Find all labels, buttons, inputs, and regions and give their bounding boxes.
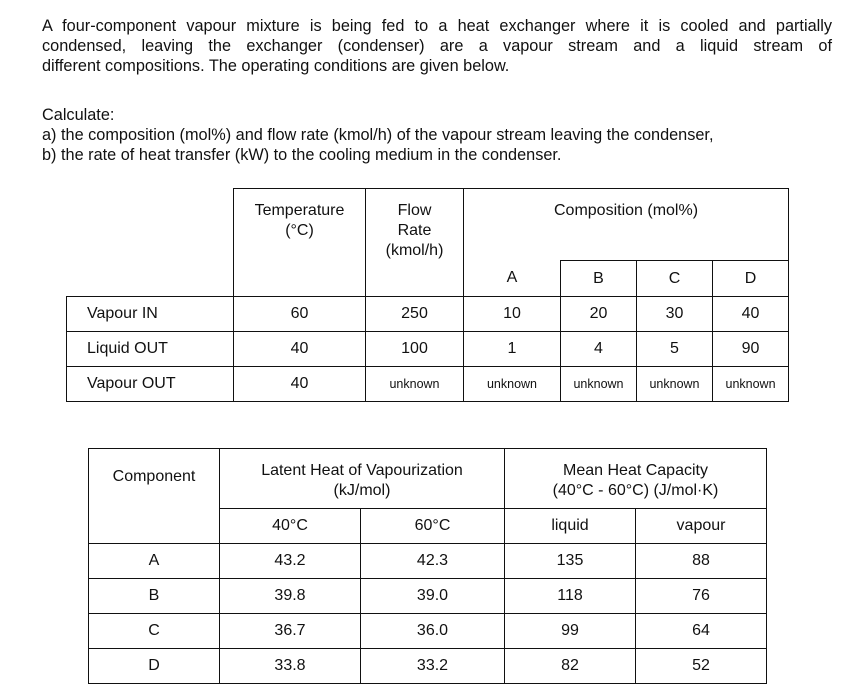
table-row (89, 614, 767, 649)
temperature-value: 60 (234, 297, 366, 332)
calculate-item-a: a) the composition (mol%) and flow rate (kmol/h) of the vapour stream leaving the condenser, (42, 126, 714, 144)
flow-header-label: Flow (397, 202, 432, 219)
composition-d: 40 (713, 297, 789, 332)
latent-40c: 33.8 (220, 649, 361, 684)
latent-60c: 36.0 (361, 614, 505, 649)
flow-header-unit: (kmol/h) (385, 242, 444, 259)
table-row (89, 544, 767, 579)
composition-d: unknown (713, 367, 789, 402)
intro-line: condensed, leaving the exchanger (condenser) are a vapour stream and a liquid stream of (42, 37, 832, 55)
composition-a: unknown (464, 367, 561, 402)
component-header-c: C (637, 261, 713, 297)
component-name: C (89, 614, 220, 649)
flow-value: unknown (366, 367, 464, 402)
composition-a: 1 (464, 332, 561, 367)
latent-40c: 36.7 (220, 614, 361, 649)
composition-b: unknown (561, 367, 637, 402)
composition-c: unknown (637, 367, 713, 402)
table-row (67, 297, 789, 332)
composition-b: 20 (561, 297, 637, 332)
composition-a: 10 (464, 297, 561, 332)
table-row (89, 649, 767, 684)
temperature-header-unit: (°C) (285, 222, 314, 239)
calculate-heading: Calculate: (42, 106, 115, 124)
calculate-item-b: b) the rate of heat transfer (kW) to the cooling medium in the condenser. (42, 146, 562, 164)
composition-c: 30 (637, 297, 713, 332)
stream-name: Vapour OUT (67, 367, 234, 402)
composition-c: 5 (637, 332, 713, 367)
cp-vapour: 76 (636, 579, 767, 614)
table-row (67, 367, 789, 402)
component-header: Component (89, 449, 220, 544)
cp-liquid: 118 (505, 579, 636, 614)
component-header-b: B (561, 261, 637, 297)
component-name: B (89, 579, 220, 614)
calculate-section (42, 105, 832, 165)
subheader-60c: 60°C (361, 509, 505, 544)
latent-60c: 39.0 (361, 579, 505, 614)
component-header-d: D (713, 261, 789, 297)
cp-liquid: 82 (505, 649, 636, 684)
subheader-vapour: vapour (636, 509, 767, 544)
flow-value: 250 (366, 297, 464, 332)
temperature-header-label: Temperature (254, 202, 345, 219)
composition-header: Composition (mol%) (464, 189, 789, 261)
latent-60c: 33.2 (361, 649, 505, 684)
latent-40c: 43.2 (220, 544, 361, 579)
flow-header-label-2: Rate (397, 222, 432, 239)
physical-properties-table (88, 448, 767, 684)
flow-value: 100 (366, 332, 464, 367)
temperature-value: 40 (234, 332, 366, 367)
latent-heat-unit: (kJ/mol) (333, 482, 391, 499)
temperature-header (234, 189, 366, 297)
cp-vapour: 64 (636, 614, 767, 649)
latent-40c: 39.8 (220, 579, 361, 614)
cp-vapour: 52 (636, 649, 767, 684)
table-row (89, 579, 767, 614)
operating-conditions-table (66, 188, 789, 402)
table-row (67, 332, 789, 367)
composition-b: 4 (561, 332, 637, 367)
subheader-liquid: liquid (505, 509, 636, 544)
flow-header (366, 189, 464, 297)
intro-line: different compositions. The operating conditions are given below. (42, 57, 510, 75)
cp-vapour: 88 (636, 544, 767, 579)
composition-d: 90 (713, 332, 789, 367)
cp-liquid: 99 (505, 614, 636, 649)
stream-name: Liquid OUT (67, 332, 234, 367)
component-name: D (89, 649, 220, 684)
subheader-40c: 40°C (220, 509, 361, 544)
heat-capacity-label: Mean Heat Capacity (563, 462, 708, 479)
stream-name: Vapour IN (67, 297, 234, 332)
heat-capacity-header (505, 449, 767, 509)
component-header-a: A (464, 261, 561, 297)
temperature-value: 40 (234, 367, 366, 402)
problem-statement (42, 16, 832, 76)
latent-heat-label: Latent Heat of Vapourization (261, 462, 463, 479)
table1-empty-corner (67, 189, 234, 297)
component-name: A (89, 544, 220, 579)
latent-60c: 42.3 (361, 544, 505, 579)
heat-capacity-unit: (40°C - 60°C) (J/mol·K) (552, 482, 719, 499)
latent-heat-header (220, 449, 505, 509)
cp-liquid: 135 (505, 544, 636, 579)
intro-line: A four-component vapour mixture is being fed to a heat exchanger where it is cooled and partially (42, 17, 832, 35)
